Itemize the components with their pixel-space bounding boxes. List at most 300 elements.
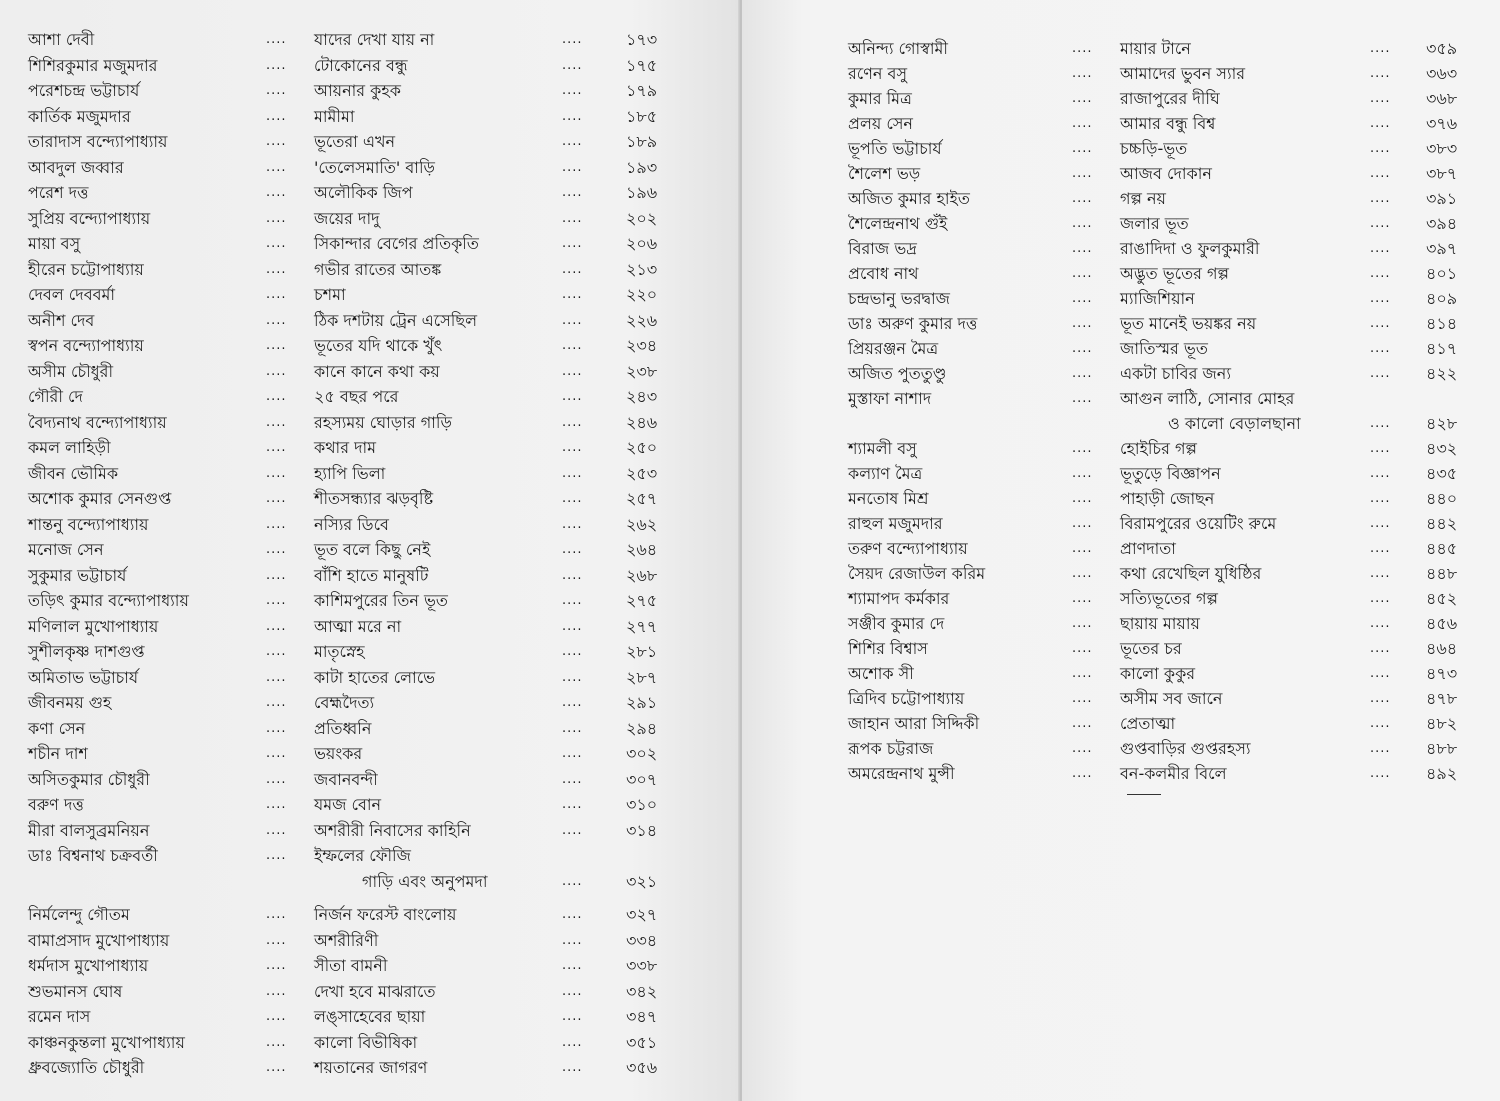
toc-title: আমার বন্ধু বিশ্ব bbox=[1120, 114, 1216, 133]
toc-title: আজব দোকান bbox=[1120, 164, 1212, 183]
end-rule bbox=[1127, 794, 1161, 795]
toc-entry bbox=[0, 1030, 740, 1055]
toc-entry bbox=[0, 333, 740, 358]
toc-leader-dots: .... bbox=[562, 465, 583, 481]
toc-page-number: ১৭৫ bbox=[626, 55, 658, 75]
toc-leader-dots: .... bbox=[562, 1060, 583, 1075]
toc-title: সীতা বামনী bbox=[314, 956, 388, 975]
toc-leader-dots: .... bbox=[266, 389, 287, 404]
toc-author: অজিত কুমার হাইত bbox=[848, 189, 970, 208]
toc-entry bbox=[0, 843, 740, 868]
toc-title: নস্যির ডিবে bbox=[314, 514, 389, 534]
toc-leader-dots: .... bbox=[562, 873, 583, 889]
toc-entry bbox=[0, 486, 740, 511]
toc-leader-dots: .... bbox=[266, 1009, 287, 1024]
toc-entry bbox=[742, 111, 1500, 136]
toc-title: কথার দাম bbox=[314, 438, 377, 457]
toc-title: ভূতের যদি থাকে খুঁৎ bbox=[314, 336, 443, 355]
toc-page-number: ৪২৮ bbox=[1426, 414, 1458, 433]
toc-leader-dots: .... bbox=[562, 1009, 583, 1024]
toc-leader-dots: .... bbox=[266, 210, 287, 226]
toc-page-number: ২৩৮ bbox=[626, 361, 658, 381]
toc-page-number: ৪৭৮ bbox=[1426, 689, 1458, 708]
toc-leader-dots: .... bbox=[266, 159, 287, 175]
toc-leader-dots: .... bbox=[1370, 716, 1391, 731]
toc-leader-dots: .... bbox=[562, 236, 583, 251]
toc-leader-dots: .... bbox=[1072, 166, 1093, 181]
toc-entry bbox=[0, 282, 740, 307]
toc-entry bbox=[0, 155, 740, 180]
toc-leader-dots: .... bbox=[562, 720, 583, 736]
toc-page-number: ৪০১ bbox=[1426, 264, 1458, 283]
toc-leader-dots: .... bbox=[266, 236, 287, 251]
toc-page-number: ৩১০ bbox=[626, 795, 658, 814]
toc-entry bbox=[0, 928, 740, 953]
toc-title: প্রাণদাতা bbox=[1120, 539, 1176, 558]
toc-page-number: ৪৮২ bbox=[1426, 714, 1458, 733]
toc-title: আত্মা মরে না bbox=[314, 616, 402, 636]
toc-entry bbox=[0, 953, 740, 978]
toc-author: সৈয়দ রেজাউল করিম bbox=[848, 564, 986, 583]
toc-title-line2: গাড়ি এবং অনুপমদা bbox=[362, 871, 488, 891]
toc-author: ধ্রুবজ্যোতি চৌধুরী bbox=[28, 1058, 145, 1077]
toc-title: ছায়ায় মায়ায় bbox=[1120, 614, 1200, 633]
toc-entry bbox=[0, 1055, 740, 1080]
toc-author: ডাঃ অরুণ কুমার দত্ত bbox=[848, 314, 978, 333]
toc-title: নির্জন ফরেস্ট বাংলোয় bbox=[314, 905, 457, 924]
toc-leader-dots: .... bbox=[1370, 741, 1391, 756]
toc-page-number: ২৯১ bbox=[626, 693, 658, 712]
toc-page-number: ২১৩ bbox=[626, 259, 658, 279]
toc-page-number: ১৮৯ bbox=[626, 132, 658, 151]
toc-title: বেহ্মদৈত্য bbox=[314, 693, 375, 712]
toc-page-number: ২০২ bbox=[626, 208, 658, 228]
toc-entry bbox=[742, 711, 1500, 736]
toc-page-number: ২৪৬ bbox=[626, 412, 658, 432]
toc-leader-dots: .... bbox=[562, 695, 583, 710]
toc-leader-dots: .... bbox=[266, 108, 287, 124]
toc-entry bbox=[0, 206, 740, 231]
toc-leader-dots: .... bbox=[1370, 441, 1391, 456]
toc-leader-dots: .... bbox=[1072, 616, 1093, 631]
toc-title: কানে কানে কথা কয় bbox=[314, 361, 440, 381]
toc-title: টোকোনের বন্ধু bbox=[314, 55, 408, 75]
toc-title: অশরীরিণী bbox=[314, 930, 379, 950]
toc-entry bbox=[0, 537, 740, 562]
toc-leader-dots: .... bbox=[1072, 216, 1093, 231]
toc-title: ভূতের চর bbox=[1120, 639, 1182, 658]
toc-author: শ্যামলী বসু bbox=[848, 439, 917, 458]
toc-leader-dots: .... bbox=[1072, 691, 1093, 706]
toc-title: আমাদের ভুবন স্যার bbox=[1120, 64, 1246, 83]
toc-leader-dots: .... bbox=[562, 185, 583, 200]
toc-entry bbox=[0, 384, 740, 409]
toc-author: প্রলয় সেন bbox=[848, 114, 913, 133]
toc-title: কাটা হাতের লোভে bbox=[314, 667, 436, 687]
toc-title: কথা রেখেছিল যুধিষ্ঠির bbox=[1120, 564, 1262, 583]
toc-title: চচ্চড়ি-ভূত bbox=[1120, 139, 1188, 158]
toc-leader-dots: .... bbox=[1072, 266, 1093, 281]
toc-page-number: ৩৪৭ bbox=[626, 1007, 658, 1026]
toc-entry bbox=[0, 129, 740, 154]
toc-title: জাতিস্মর ভূত bbox=[1120, 339, 1208, 358]
toc-leader-dots: .... bbox=[562, 797, 583, 812]
toc-author: রমেন দাস bbox=[28, 1007, 91, 1026]
toc-leader-dots: .... bbox=[1072, 591, 1093, 606]
toc-page-number: ২২৬ bbox=[626, 310, 658, 330]
toc-page-number: ৩৫৯ bbox=[1426, 39, 1458, 58]
toc-title: গভীর রাতের আতঙ্ক bbox=[314, 259, 442, 279]
toc-page-number: ৩৯৭ bbox=[1426, 239, 1458, 258]
toc-author: তারাদাস বন্দ্যোপাধ্যায় bbox=[28, 132, 168, 151]
toc-title: ভূতেরা এখন bbox=[314, 132, 396, 151]
toc-title: গল্প নয় bbox=[1120, 189, 1166, 208]
toc-page-number: ৪৮৮ bbox=[1426, 739, 1458, 758]
toc-entry bbox=[742, 661, 1500, 686]
toc-leader-dots: .... bbox=[1072, 766, 1093, 781]
toc-leader-dots: .... bbox=[562, 491, 583, 506]
toc-entry bbox=[0, 359, 740, 384]
toc-author: নির্মলেন্দু গৌতম bbox=[28, 905, 130, 924]
toc-author: শিশিরকুমার মজুমদার bbox=[28, 55, 158, 75]
toc-leader-dots: .... bbox=[266, 312, 287, 328]
toc-leader-dots: .... bbox=[266, 593, 287, 608]
toc-leader-dots: .... bbox=[1072, 491, 1093, 506]
toc-leader-dots: .... bbox=[1072, 541, 1093, 556]
toc-title: অদ্ভুত ভূতের গল্প bbox=[1120, 264, 1229, 283]
toc-leader-dots: .... bbox=[1072, 516, 1093, 531]
toc-leader-dots: .... bbox=[562, 338, 583, 353]
toc-title: মাতৃস্নেহ bbox=[314, 642, 365, 661]
toc-page-number: ৪৪২ bbox=[1426, 514, 1458, 533]
toc-entry bbox=[0, 308, 740, 333]
toc-author: কুমার মিত্র bbox=[848, 89, 912, 108]
toc-author: মুস্তাফা নাশাদ bbox=[848, 389, 932, 408]
toc-entry bbox=[0, 614, 740, 639]
toc-title: রাঙাদিদা ও ফুলকুমারী bbox=[1120, 239, 1260, 258]
toc-title: রহস্যময় ঘোড়ার গাড়ি bbox=[314, 412, 452, 432]
toc-title: জবানবন্দী bbox=[314, 769, 378, 789]
toc-author: হীরেন চট্টোপাধ্যায় bbox=[28, 259, 144, 279]
right-page bbox=[742, 0, 1500, 1101]
toc-entry bbox=[742, 211, 1500, 236]
toc-page-number: ৩৩৮ bbox=[626, 956, 658, 975]
toc-page-number: ৪৪০ bbox=[1426, 489, 1458, 508]
toc-author: অসিতকুমার চৌধুরী bbox=[28, 769, 150, 789]
toc-title: অশরীরী নিবাসের কাহিনি bbox=[314, 820, 471, 840]
toc-author: স্বপন বন্দ্যোপাধ্যায় bbox=[28, 336, 144, 355]
toc-title: চশমা bbox=[314, 285, 346, 304]
toc-entry bbox=[0, 257, 740, 282]
toc-author: প্রিয়রঞ্জন মৈত্র bbox=[848, 339, 939, 358]
toc-leader-dots: .... bbox=[1370, 666, 1391, 681]
toc-page-number: ৪৫৬ bbox=[1426, 614, 1458, 633]
toc-author: প্রবোধ নাথ bbox=[848, 264, 919, 283]
toc-page-number: ৩২৭ bbox=[626, 905, 658, 924]
toc-page-number: ৪২২ bbox=[1426, 364, 1458, 383]
toc-entry bbox=[0, 78, 740, 103]
toc-title: সিকান্দার বেগের প্রতিকৃতি bbox=[314, 234, 479, 253]
toc-title: প্রেতাত্মা bbox=[1120, 714, 1176, 733]
toc-entry bbox=[742, 686, 1500, 711]
toc-leader-dots: .... bbox=[1370, 591, 1391, 606]
toc-leader-dots: .... bbox=[1370, 566, 1391, 581]
toc-page-number: ৪৭৩ bbox=[1426, 664, 1458, 683]
toc-entry bbox=[0, 1004, 740, 1029]
toc-leader-dots: .... bbox=[266, 907, 287, 922]
toc-title: কালো বিভীষিকা bbox=[314, 1032, 418, 1052]
toc-author: কমল লাহিড়ী bbox=[28, 438, 111, 457]
toc-entry bbox=[742, 586, 1500, 611]
toc-leader-dots: .... bbox=[1072, 716, 1093, 731]
toc-leader-dots: .... bbox=[1370, 341, 1391, 356]
toc-author: তরুণ বন্দ্যোপাধ্যায় bbox=[848, 539, 968, 558]
toc-page-number: ২৬২ bbox=[626, 514, 658, 534]
toc-entry bbox=[0, 741, 740, 766]
toc-leader-dots: .... bbox=[1370, 116, 1391, 131]
toc-author: জীবন ভৌমিক bbox=[28, 463, 119, 483]
toc-entry bbox=[742, 486, 1500, 511]
toc-leader-dots: .... bbox=[266, 134, 287, 149]
toc-author: অনীশ দেব bbox=[28, 310, 95, 330]
toc-leader-dots: .... bbox=[266, 797, 287, 812]
toc-title: রাজাপুরের দীঘি bbox=[1120, 89, 1220, 108]
toc-title: দেখা হবে মাঝরাতে bbox=[314, 981, 436, 1001]
toc-title: কালো কুকুর bbox=[1120, 664, 1196, 683]
toc-leader-dots: .... bbox=[1370, 91, 1391, 106]
toc-author: অশোক সী bbox=[848, 664, 914, 683]
toc-author: ভূপতি ভট্টাচার্য bbox=[848, 139, 942, 158]
toc-page-number: ৪৬৪ bbox=[1426, 639, 1458, 658]
toc-title: ঠিক দশটায় ট্রেন এসেছিল bbox=[314, 310, 478, 330]
toc-leader-dots: .... bbox=[266, 771, 287, 787]
toc-author: অনিন্দ্য গোস্বামী bbox=[848, 39, 949, 58]
toc-entry bbox=[742, 286, 1500, 311]
toc-leader-dots: .... bbox=[1072, 341, 1093, 356]
toc-page-number: ৩২১ bbox=[626, 871, 658, 891]
toc-title: অলৌকিক জিপ bbox=[314, 183, 413, 202]
toc-title: সত্যিভূতের গল্প bbox=[1120, 589, 1218, 608]
toc-leader-dots: .... bbox=[266, 1060, 287, 1075]
toc-author: ত্রিদিব চট্টোপাধ্যায় bbox=[848, 689, 965, 708]
toc-author: বিরাজ ভদ্র bbox=[848, 239, 917, 258]
toc-page-number: ৩৭৬ bbox=[1426, 114, 1458, 133]
toc-author: অসীম চৌধুরী bbox=[28, 361, 114, 381]
toc-title: লঙ্সাহেবের ছায়া bbox=[314, 1007, 426, 1026]
toc-leader-dots: .... bbox=[562, 932, 583, 948]
toc-page-number: ১৮৫ bbox=[626, 106, 658, 126]
toc-leader-dots: .... bbox=[266, 669, 287, 685]
toc-leader-dots: .... bbox=[1072, 191, 1093, 206]
toc-entry bbox=[742, 186, 1500, 211]
toc-author: শৈলেন্দ্রনাথ গুঁই bbox=[848, 214, 948, 233]
toc-author: বামাপ্রসাদ মুখোপাধ্যায় bbox=[28, 930, 170, 950]
toc-leader-dots: .... bbox=[1370, 766, 1391, 781]
toc-leader-dots: .... bbox=[562, 134, 583, 149]
toc-page-number: ২৭৭ bbox=[626, 616, 658, 636]
toc-author: গৌরী দে bbox=[28, 387, 83, 406]
toc-entry bbox=[0, 902, 740, 927]
toc-entry bbox=[0, 104, 740, 129]
toc-entry bbox=[742, 336, 1500, 361]
toc-entry bbox=[0, 512, 740, 537]
toc-author: পরেশ দত্ত bbox=[28, 183, 89, 202]
toc-title: প্রতিধ্বনি bbox=[314, 718, 372, 738]
toc-leader-dots: .... bbox=[1370, 491, 1391, 506]
toc-leader-dots: .... bbox=[1072, 41, 1093, 56]
toc-page-number: ৩৯১ bbox=[1426, 189, 1458, 208]
toc-page-number: ৩৬৮ bbox=[1426, 89, 1458, 108]
toc-author: মায়া বসু bbox=[28, 234, 81, 253]
toc-page-number: ৩৩৪ bbox=[626, 930, 658, 950]
left-page bbox=[0, 0, 740, 1101]
toc-leader-dots: .... bbox=[266, 958, 287, 973]
toc-entry bbox=[0, 869, 740, 894]
toc-leader-dots: .... bbox=[1370, 516, 1391, 531]
toc-leader-dots: .... bbox=[562, 771, 583, 787]
toc-leader-dots: .... bbox=[562, 261, 583, 277]
toc-leader-dots: .... bbox=[1370, 141, 1391, 156]
toc-leader-dots: .... bbox=[1370, 166, 1391, 181]
toc-leader-dots: .... bbox=[266, 644, 287, 659]
toc-title: বাঁশি হাতে মানুষটি bbox=[314, 565, 429, 585]
toc-title: ভূত বলে কিছু নেই bbox=[314, 540, 431, 559]
toc-leader-dots: .... bbox=[266, 287, 287, 302]
toc-title: বিরামপুরের ওয়েটিং রুমে bbox=[1120, 514, 1277, 533]
toc-leader-dots: .... bbox=[266, 983, 287, 999]
toc-leader-dots: .... bbox=[562, 958, 583, 973]
toc-page-number: ২৪৩ bbox=[626, 387, 658, 406]
toc-leader-dots: .... bbox=[266, 32, 287, 47]
toc-leader-dots: .... bbox=[266, 338, 287, 353]
toc-leader-dots: .... bbox=[562, 210, 583, 226]
toc-author: মীরা বালসুব্রমনিয়ন bbox=[28, 820, 150, 840]
toc-page-number: ৩৫১ bbox=[626, 1032, 658, 1052]
toc-leader-dots: .... bbox=[1072, 466, 1093, 481]
toc-author: রূপক চট্টরাজ bbox=[848, 739, 934, 758]
toc-leader-dots: .... bbox=[562, 746, 583, 761]
toc-author: রাহুল মজুমদার bbox=[848, 514, 943, 533]
toc-author: সুপ্রিয় বন্দ্যোপাধ্যায় bbox=[28, 208, 151, 228]
toc-entry bbox=[0, 818, 740, 843]
toc-leader-dots: .... bbox=[562, 669, 583, 685]
toc-leader-dots: .... bbox=[1370, 41, 1391, 56]
toc-author: চন্দ্রভানু ভরদ্বাজ bbox=[848, 289, 950, 308]
toc-title-line1: ইম্ফলের ফৌজি bbox=[314, 846, 411, 865]
toc-entry bbox=[0, 690, 740, 715]
toc-page-number: ৩৪২ bbox=[626, 981, 658, 1001]
toc-leader-dots: .... bbox=[562, 287, 583, 302]
toc-entry bbox=[742, 736, 1500, 761]
toc-page-number: ৩৯৪ bbox=[1426, 214, 1458, 233]
toc-page-number: ৪০৯ bbox=[1426, 289, 1458, 308]
toc-title: 'তেলেসমাতি' বাড়ি bbox=[314, 157, 435, 177]
toc-entry bbox=[742, 436, 1500, 461]
toc-leader-dots: .... bbox=[562, 1034, 583, 1050]
toc-title: আয়নার কুহক bbox=[314, 81, 401, 100]
toc-leader-dots: .... bbox=[562, 83, 583, 98]
toc-author: দেবল দেববর্মা bbox=[28, 285, 116, 304]
toc-page-number: ২০৬ bbox=[626, 234, 658, 253]
toc-page-number: ৪৩৫ bbox=[1426, 464, 1458, 483]
toc-page-number: ৪৫২ bbox=[1426, 589, 1458, 608]
toc-entry bbox=[0, 767, 740, 792]
toc-entry bbox=[0, 979, 740, 1004]
toc-leader-dots: .... bbox=[266, 720, 287, 736]
toc-leader-dots: .... bbox=[562, 312, 583, 328]
toc-page-number: ২৮৭ bbox=[626, 667, 658, 687]
toc-author: বরুণ দত্ত bbox=[28, 795, 84, 814]
toc-author: সুকুমার ভট্টাচার্য bbox=[28, 565, 127, 585]
toc-entry bbox=[0, 231, 740, 256]
toc-title: মায়ার টানে bbox=[1120, 39, 1191, 58]
toc-page-number: ২৮১ bbox=[626, 642, 658, 661]
toc-author: জীবনময় গুহ bbox=[28, 693, 112, 712]
toc-leader-dots: .... bbox=[1072, 641, 1093, 656]
toc-title: হ্যাপি ভিলা bbox=[314, 463, 386, 483]
toc-title: বন-কলমীর বিলে bbox=[1120, 764, 1227, 783]
toc-author: আবদুল জব্বার bbox=[28, 157, 124, 177]
toc-author: আশা দেবী bbox=[28, 30, 95, 49]
toc-entry bbox=[0, 665, 740, 690]
toc-page-number: ৩০২ bbox=[626, 744, 658, 763]
toc-leader-dots: .... bbox=[266, 185, 287, 200]
toc-page-number: ১৭৩ bbox=[626, 30, 658, 49]
toc-entry bbox=[742, 261, 1500, 286]
toc-leader-dots: .... bbox=[1370, 216, 1391, 231]
toc-leader-dots: .... bbox=[562, 542, 583, 557]
toc-leader-dots: .... bbox=[1072, 366, 1093, 381]
toc-leader-dots: .... bbox=[266, 83, 287, 98]
toc-entry bbox=[0, 53, 740, 78]
toc-title: যাদের দেখা যায় না bbox=[314, 30, 435, 49]
toc-page-number: ২৫৩ bbox=[626, 463, 658, 483]
toc-page-number: ৩৮৭ bbox=[1426, 164, 1458, 183]
toc-entry bbox=[742, 236, 1500, 261]
toc-entry bbox=[742, 611, 1500, 636]
toc-leader-dots: .... bbox=[1072, 241, 1093, 256]
toc-leader-dots: .... bbox=[266, 746, 287, 761]
toc-author: ডাঃ বিশ্বনাথ চক্রবর্তী bbox=[28, 846, 158, 865]
toc-leader-dots: .... bbox=[1072, 391, 1093, 406]
toc-entry bbox=[742, 161, 1500, 186]
toc-title: কাশিমপুরের তিন ভূত bbox=[314, 591, 448, 610]
toc-leader-dots: .... bbox=[266, 932, 287, 948]
toc-entry bbox=[742, 36, 1500, 61]
toc-leader-dots: .... bbox=[1370, 416, 1391, 431]
toc-title: ভূতুড়ে বিজ্ঞাপন bbox=[1120, 464, 1221, 483]
toc-leader-dots: .... bbox=[266, 440, 287, 455]
toc-page-number: ২৯৪ bbox=[626, 718, 658, 738]
toc-title: ম্যাজিশিয়ান bbox=[1120, 289, 1195, 308]
toc-leader-dots: .... bbox=[1370, 541, 1391, 556]
toc-title-line1: আগুন লাঠি, সোনার মোহর bbox=[1120, 389, 1295, 408]
toc-entry bbox=[742, 411, 1500, 436]
toc-title: শয়তানের জাগরণ bbox=[314, 1058, 428, 1077]
toc-title: জয়ের দাদু bbox=[314, 208, 380, 228]
toc-entry bbox=[742, 136, 1500, 161]
toc-entry bbox=[0, 588, 740, 613]
toc-leader-dots: .... bbox=[266, 695, 287, 710]
toc-entry bbox=[0, 639, 740, 664]
toc-page-number: ২৭৫ bbox=[626, 591, 658, 610]
toc-entry bbox=[0, 180, 740, 205]
toc-leader-dots: .... bbox=[562, 32, 583, 47]
toc-leader-dots: .... bbox=[266, 848, 287, 863]
toc-title: ২৫ বছর পরে bbox=[314, 387, 399, 406]
toc-page-number: ২৫০ bbox=[626, 438, 658, 457]
toc-page-number: ৩৮৩ bbox=[1426, 139, 1458, 158]
